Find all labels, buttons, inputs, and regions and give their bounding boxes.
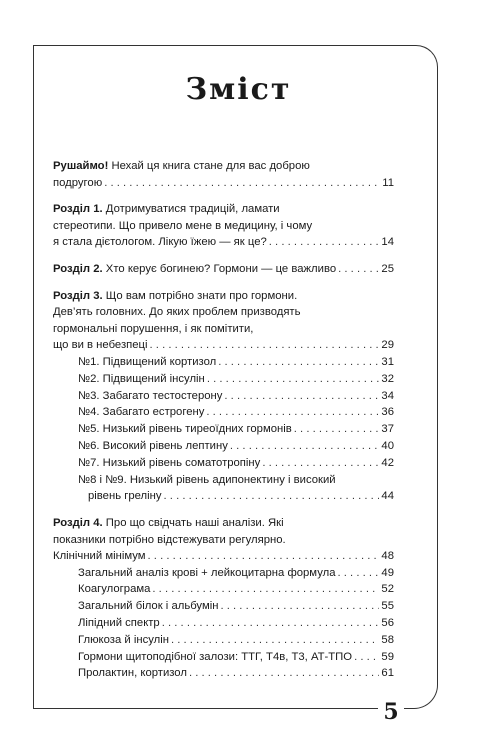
toc-section-text: Дотримуватися традицій, ламати: [102, 203, 280, 216]
leader-dots: [171, 632, 379, 649]
toc-section-text: Хто керує богинею? Гормони — це важливо: [102, 262, 337, 275]
toc-section: [53, 261, 394, 278]
leader-dots: [218, 354, 379, 371]
toc-subentry-row: [78, 404, 394, 421]
toc-section: [53, 515, 394, 682]
toc-page-number: 42: [381, 456, 394, 469]
toc-subsection-list: [53, 354, 394, 505]
toc-subentry-row: [78, 649, 394, 666]
toc-section-text: Що вам потрібно знати про гормони.: [102, 289, 298, 302]
leader-dots: [269, 234, 380, 251]
leader-dots: [206, 404, 379, 421]
toc-section-line: [53, 515, 394, 532]
toc-entry-text: подругою: [53, 176, 103, 189]
toc-subentry-text: №1. Підвищений кортизол: [78, 355, 217, 368]
toc-subentry-text: №2. Підвищений інсулін: [78, 372, 205, 385]
toc-page-number: 58: [381, 633, 394, 646]
leader-dots: [337, 565, 379, 582]
toc-page-number: 52: [381, 583, 394, 596]
toc-subsection-list: [53, 565, 394, 683]
toc-subentry-text: №4. Забагато естрогену: [78, 406, 205, 419]
toc-page-number: 59: [381, 650, 394, 663]
toc-page-number: 36: [381, 406, 394, 419]
leader-dots: [104, 175, 380, 192]
toc-subentry-text: Глюкоза й інсулін: [78, 633, 169, 646]
toc-entry-row: [53, 337, 394, 354]
toc-subentry-row: [78, 632, 394, 649]
page-number: 5: [378, 699, 404, 725]
table-of-contents: [53, 158, 394, 692]
toc-subentry-row: [78, 388, 394, 405]
toc-subentry-text: №6. Високий рівень лептину: [78, 439, 228, 452]
toc-section-line: гормональні порушення, і як помітити,: [53, 322, 254, 335]
toc-section: [53, 288, 394, 505]
toc-section-line: [53, 288, 394, 305]
toc-section-line: стереотипи. Що привело мене в медицину, і чому: [53, 219, 313, 232]
toc-page-number: 44: [381, 490, 394, 503]
leader-dots: [294, 421, 380, 438]
toc-subentry-row: [78, 371, 394, 388]
toc-subentry-row: [78, 615, 394, 632]
toc-section-label: Розділ 2.: [53, 262, 103, 275]
toc-entry-text: [53, 261, 336, 278]
toc-subentry-row: [78, 438, 394, 455]
leader-dots: [354, 649, 379, 666]
toc-page-number: 32: [381, 372, 394, 385]
toc-page-number: 11: [382, 176, 394, 189]
toc-subentry-text: Загальний білок і альбумін: [78, 600, 219, 613]
leader-dots: [207, 371, 380, 388]
toc-section-label: Розділ 3.: [53, 289, 103, 302]
leader-dots: [150, 337, 380, 354]
toc-section-line: [53, 158, 394, 175]
toc-section: [53, 158, 394, 191]
toc-entry-text: Клінічний мінімум: [53, 550, 146, 563]
toc-subentry-text: Ліпідний спектр: [78, 617, 160, 630]
toc-section-line: Дев’ять головних. До яких проблем призводять: [53, 306, 301, 319]
toc-subentry-text: №7. Низький рівень соматотропіну: [78, 456, 261, 469]
toc-entry-text: я стала дієтологом. Лікую їжею — як це?: [53, 236, 267, 249]
toc-page-number: 31: [381, 355, 394, 368]
toc-section-line: [53, 201, 394, 218]
toc-entry-row: [53, 175, 394, 192]
toc-subentry-text: Гормони щитоподібної залози: ТТГ, Т4в, Т3, АТ-ТПО: [78, 650, 353, 663]
toc-page-number: 34: [381, 389, 394, 402]
toc-subentry-text: №3. Забагато тестостерону: [78, 389, 223, 402]
toc-page-number: 40: [381, 439, 394, 452]
toc-subentry-row: [78, 354, 394, 371]
toc-page-number: 55: [381, 600, 394, 613]
toc-subentry-text: рівень греліну: [88, 490, 162, 503]
leader-dots: [230, 438, 380, 455]
page-title: Зміст: [185, 72, 292, 107]
toc-entry-row: [53, 548, 394, 565]
toc-page-number: 49: [381, 566, 394, 579]
toc-subentry-text: №5. Низький рівень тиреоїдних гормонів: [78, 423, 292, 436]
toc-subentry-row: [78, 488, 394, 505]
toc-section-label: Розділ 4.: [53, 516, 103, 529]
leader-dots: [262, 455, 379, 472]
toc-page-number: 37: [381, 423, 394, 436]
toc-section-text: Нехай ця книга стане для вас доброю: [108, 160, 310, 172]
toc-entry-row: [53, 234, 394, 251]
toc-subentry-row: [78, 455, 394, 472]
toc-section-line: показники потрібно відстежувати регулярно.: [53, 533, 286, 546]
leader-dots: [224, 388, 379, 405]
toc-entry-row: [53, 261, 394, 278]
toc-entry-text: що ви в небезпеці: [53, 339, 148, 352]
leader-dots: [152, 581, 379, 598]
toc-page-number: 48: [381, 550, 394, 563]
toc-subentry-row: [78, 665, 394, 682]
toc-subentry-text: Пролактин, кортизол: [78, 667, 187, 680]
toc-subentry-row: [78, 421, 394, 438]
toc-page-number: 25: [381, 262, 394, 275]
toc-page-number: 56: [381, 617, 394, 630]
toc-section: [53, 201, 394, 251]
toc-subentry-text: Загальний аналіз крові + лейкоцитарна формула: [78, 566, 336, 579]
toc-subentry-text: Коагулограма: [78, 583, 151, 596]
toc-section-label: Рушаймо!: [53, 160, 109, 172]
toc-page-number: 61: [381, 667, 394, 680]
leader-dots: [148, 548, 380, 565]
toc-subentry-row: [78, 598, 394, 615]
leader-dots: [220, 598, 379, 615]
toc-section-label: Розділ 1.: [53, 203, 103, 216]
toc-page-number: 29: [381, 339, 394, 352]
toc-subentry-row: [78, 581, 394, 598]
toc-page-number: 14: [381, 236, 394, 249]
leader-dots: [162, 615, 380, 632]
leader-dots: [164, 488, 380, 505]
leader-dots: [189, 665, 379, 682]
toc-section-text: Про що свідчать наші аналізи. Які: [102, 516, 284, 529]
toc-subentry-line: №8 і №9. Низький рівень адипонектину і високий: [78, 473, 336, 486]
leader-dots: [338, 261, 379, 278]
toc-subentry-row: [78, 565, 394, 582]
